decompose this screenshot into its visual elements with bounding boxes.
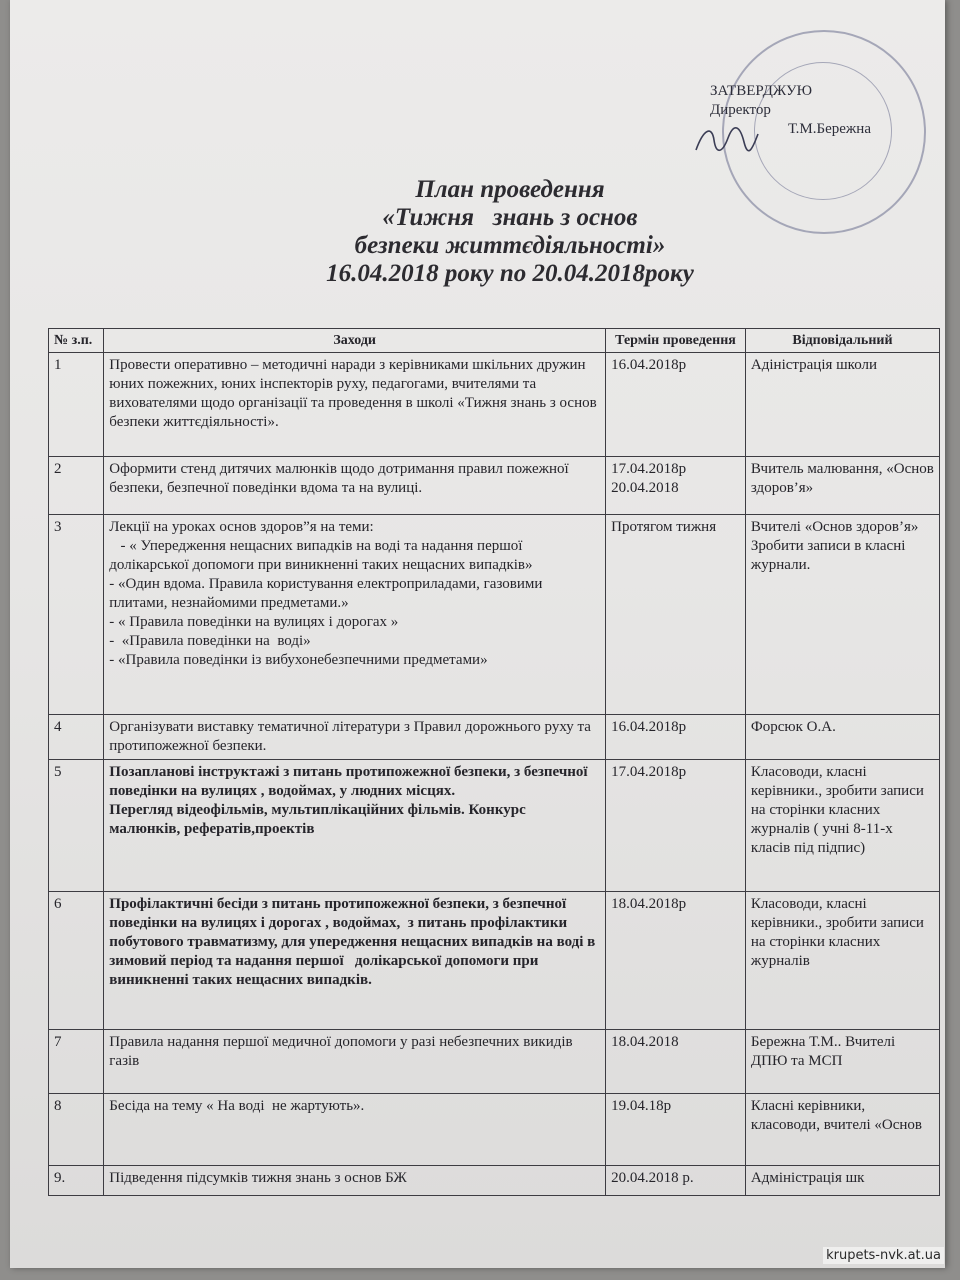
- row-responsible: Вчителі «Основ здоров’я» Зробити записи в класні журнали.: [745, 515, 939, 715]
- title-line-4: 16.04.2018 року по 20.04.2018року: [326, 260, 694, 287]
- title-line-2: «Тижня знань з основ: [382, 204, 638, 231]
- table-row: [49, 1166, 940, 1196]
- row-responsible: Бережна Т.М.. Вчителі ДПЮ та МСП: [745, 1030, 939, 1094]
- row-term: 16.04.2018р: [606, 353, 746, 457]
- row-activity: Бесіда на тему « На воді не жартують».: [104, 1094, 606, 1166]
- document-title: [260, 176, 760, 288]
- table-row: [49, 1030, 940, 1094]
- row-num: 9.: [49, 1166, 104, 1196]
- row-term: 19.04.18р: [606, 1094, 746, 1166]
- row-term: 18.04.2018р: [606, 892, 746, 1030]
- row-activity: Провести оперативно – методичні наради з керівниками шкільних дружин юних пожежних, юних інспекторів руху, педагогами, вчителями та вихователями щодо організації та проведення в школі «Тижня знань з основ безпеки життєдіяльності».: [104, 353, 606, 457]
- plan-table: [48, 328, 940, 1196]
- table-row: [49, 715, 940, 760]
- row-num: 8: [49, 1094, 104, 1166]
- document-page: [10, 0, 945, 1268]
- row-num: 2: [49, 457, 104, 515]
- approval-name: Т.М.Бережна: [788, 121, 871, 137]
- row-responsible: Форсюк О.А.: [745, 715, 939, 760]
- row-num: 3: [49, 515, 104, 715]
- row-activity: Профілактичні бесіди з питань протипожежної безпеки, з безпечної поведінки на вулицях і дорогах , водоймах, з питань профілактики побутового травматизму, для упередження нещасних випадків на воді в зимовий період та надання першої долікарської допомоги при виникненні таких нещасних випадків.: [104, 892, 606, 1030]
- row-responsible: Адміністрація шк: [745, 1166, 939, 1196]
- table-row: [49, 457, 940, 515]
- title-line-1: План проведення: [415, 176, 605, 203]
- row-activity: Лекції на уроках основ здоров”я на теми: - « Упередження нещасних випадків на воді та надання першої долікарської допомоги при виникненні таких нещасних випадків» - «Один вдома. Правила користування електроприладами, газовими плитами, незнайомими предметами.» - « Правила поведінки на вулицях і дорогах » - «Правила поведінки на воді» - «Правила поведінки із вибухонебезпечними предметами»: [104, 515, 606, 715]
- row-activity: Правила надання першої медичної допомоги у разі небезпечних викидів газів: [104, 1030, 606, 1094]
- row-num: 6: [49, 892, 104, 1030]
- row-responsible: Класні керівники, класоводи, вчителі «Основ: [745, 1094, 939, 1166]
- row-responsible: Вчитель малювання, «Основ здоров’я»: [745, 457, 939, 515]
- header-term: Термін проведення: [606, 329, 746, 353]
- row-term: 18.04.2018: [606, 1030, 746, 1094]
- table-row: [49, 760, 940, 892]
- row-responsible: Адіністрація школи: [745, 353, 939, 457]
- row-term: 16.04.2018р: [606, 715, 746, 760]
- row-term: 17.04.2018р 20.04.2018: [606, 457, 746, 515]
- row-term: Протягом тижня: [606, 515, 746, 715]
- row-activity: Підведення підсумків тижня знань з основ БЖ: [104, 1166, 606, 1196]
- approval-position: Директор: [710, 102, 771, 118]
- row-responsible: Класоводи, класні керівники., зробити записи на сторінки класних журналів ( учні 8-11-х класів під підпис): [745, 760, 939, 892]
- handwritten-signature: [692, 120, 762, 160]
- row-num: 5: [49, 760, 104, 892]
- row-activity: Оформити стенд дитячих малюнків щодо дотримання правил пожежної безпеки, безпечної поведінки вдома та на вулиці.: [104, 457, 606, 515]
- approval-heading: ЗАТВЕРДЖУЮ: [710, 83, 813, 99]
- row-num: 1: [49, 353, 104, 457]
- title-line-3: безпеки життєдіяльності»: [354, 232, 666, 259]
- table-row: [49, 892, 940, 1030]
- row-activity: Організувати виставку тематичної літератури з Правил дорожнього руху та протипожежної безпеки.: [104, 715, 606, 760]
- header-activity: Заходи: [104, 329, 606, 353]
- table-row: [49, 353, 940, 457]
- row-num: 4: [49, 715, 104, 760]
- row-term: 17.04.2018р: [606, 760, 746, 892]
- table-row: [49, 1094, 940, 1166]
- site-watermark: krupets-nvk.at.ua: [823, 1247, 944, 1264]
- header-num: № з.п.: [49, 329, 104, 353]
- row-num: 7: [49, 1030, 104, 1094]
- header-responsible: Відповідальний: [745, 329, 939, 353]
- row-term: 20.04.2018 р.: [606, 1166, 746, 1196]
- row-activity: Позапланові інструктажі з питань протипожежної безпеки, з безпечної поведінки на вулицях , водоймах, у людних місцях. Перегляд відеофільмів, мультиплікаційних фільмів. Конкурс малюнків, рефератів,проектів: [104, 760, 606, 892]
- row-responsible: Класоводи, класні керівники., зробити записи на сторінки класних журналів: [745, 892, 939, 1030]
- table-header-row: [49, 329, 940, 353]
- table-row: [49, 515, 940, 715]
